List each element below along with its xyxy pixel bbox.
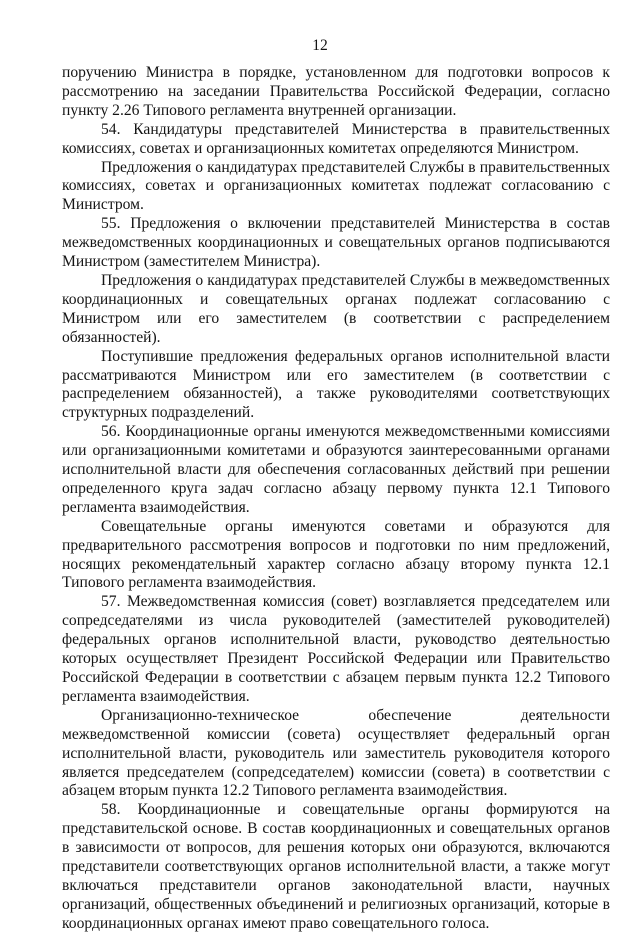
paragraph-56-advisory: Совещательные органы именуются советами и образуются для предварительного рассмотрения вопросов и подготовки по ним предложений, носящих рекомендательный характер согласно абзацу второму пункта 12.1 Типового регламента взаимодействия. [62,517,610,592]
paragraph-55-service: Предложения о кандидатурах представителей Службы в межведомственных координационных и совещательных органах подлежат согласованию с Министром или его заместителем (в соответствии с распределением обязанностей). [62,271,610,346]
page-number: 12 [312,37,328,54]
paragraph-55: 55. Предложения о включении представителей Министерства в состав межведомственных координационных и совещательных органов подписываются Министром (заместителем Министра). [62,215,610,271]
paragraph-54: 54. Кандидатуры представителей Министерства в правительственных комиссиях, советах и организационных комитетах определяются Министром. [62,120,610,157]
paragraph-continuation: поручению Министра в порядке, установленном для подготовки вопросов к рассмотрению на заседании Правительства Российской Федерации, согласно пункту 2.26 Типового регламента внутренней организации. [62,64,610,119]
paragraph-57-support: Организационно-техническое обеспечение деятельности межведомственной комиссии (совета) осуществляет федеральный орган исполнительной власти, руководитель или заместитель руководителя которого является председателем (сопредседателем) комиссии (совета) в соответствии с абзацем вторым пункта 12.2 Типового регламента взаимодействия. [62,706,610,800]
paragraph-54-service: Предложения о кандидатурах представителей Службы в правительственных комиссиях, советах и организационных комитетах подлежат согласованию с Министром. [62,158,610,214]
paragraph-57: 57. Межведомственная комиссия (совет) возглавляется председателем или сопредседателями из числа руководителей (заместителей руководителей) федеральных органов исполнительной власти, руководство деятельностью которых осуществляет Президент Российской Федерации или Правительство Российской Федерации в соответствии с абзацем первым пункта 12.2 Типового регламента взаимодействия. [62,593,610,705]
document-body [62,64,610,934]
paragraph-55-proposals: Поступившие предложения федеральных органов исполнительной власти рассматриваются Министром или его заместителем (в соответствии с распределением обязанностей), а также руководителями соответствующих структурных подразделений. [62,347,610,422]
paragraph-56: 56. Координационные органы именуются межведомственными комиссиями или организационными комитетами и образуются заинтересованными органами исполнительной власти для обеспечения согласованных действий при решении определенного круга задач согласно абзацу первому пункта 12.1 Типового регламента взаимодействия. [62,423,610,516]
paragraph-58: 58. Координационные и совещательные органы формируются на представительской основе. В состав координационных и совещательных органов в зависимости от вопросов, для решения которых они образуются, включаются представители соответствующих органов исполнительной власти, а также могут включаться представители органов законодательной власти, научных организаций, общественных объединений и религиозных организаций, которые в координационных органах имеют право совещательного голоса. [62,801,610,932]
